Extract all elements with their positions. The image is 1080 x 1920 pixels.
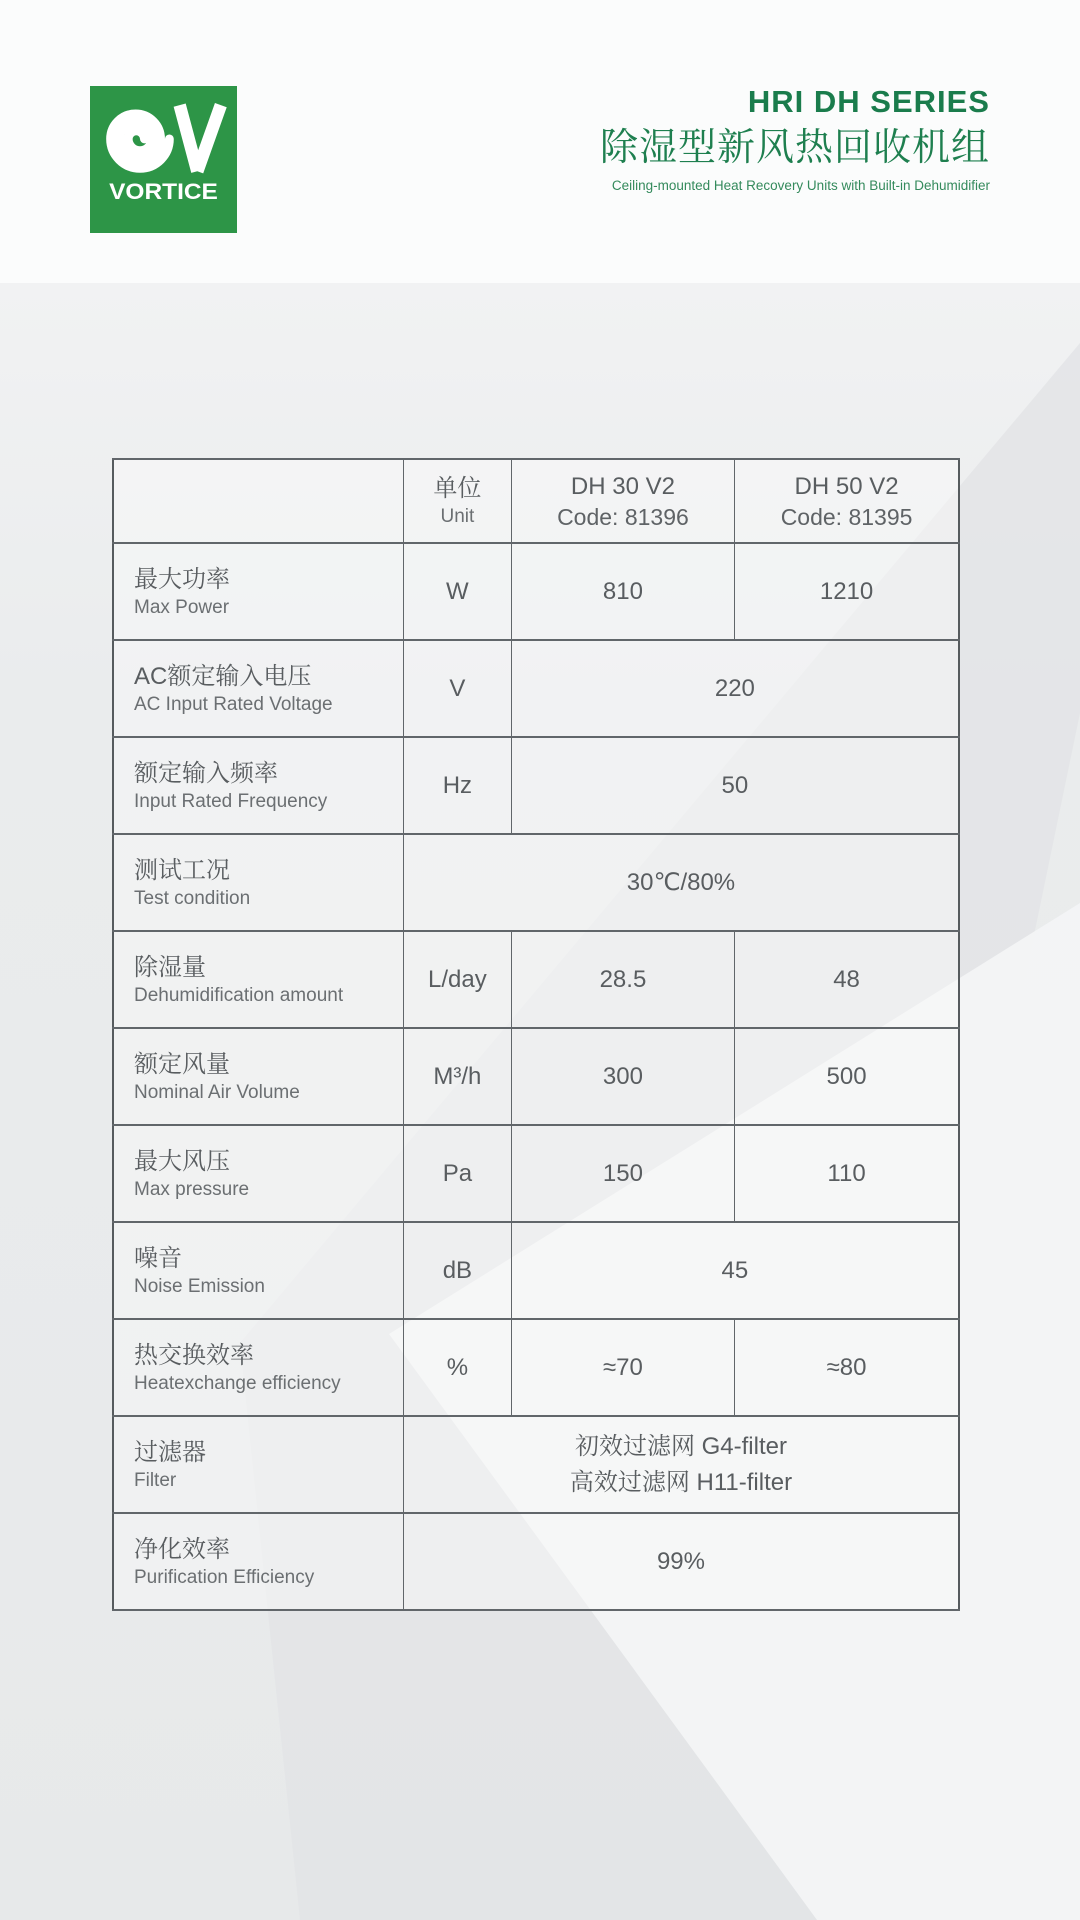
table-row [113,737,959,834]
unit-value: Pa [442,1159,473,1187]
table-row [113,1028,959,1125]
table-row [113,1513,959,1610]
model1-code: Code: 81396 [557,503,689,530]
value-cell [511,1028,734,1125]
row-label-en: Noise Emission [134,1275,265,1297]
model1-value: 28.5 [599,965,647,993]
value-cell [511,1125,734,1222]
row-label-cn: AC额定输入电压 [134,662,312,690]
row-label-en: Input Rated Frequency [134,790,328,812]
unit-header-cell [403,459,511,543]
unit-value: L/day [428,965,487,993]
row-label-en: Max Power [134,596,230,618]
model2-value: 1210 [819,577,874,605]
model1-value: 150 [602,1159,643,1187]
model1-value: 300 [602,1062,643,1090]
model1-name: DH 30 V2 [570,472,675,500]
value-cell [511,931,734,1028]
unit-cell [403,543,511,640]
row-label-cell [113,1028,403,1125]
value-cell [403,1416,959,1513]
row-label-cn: 噪音 [134,1244,182,1272]
value-cell [735,1125,959,1222]
value-cell [511,1222,959,1319]
row-label-cell [113,1125,403,1222]
table-row [113,640,959,737]
filter-line-2: 高效过滤网 H11-filter [569,1468,793,1496]
row-label-cn: 热交换效率 [134,1341,254,1369]
shared-value: 99% [656,1547,705,1575]
header [0,0,1080,283]
row-label-cn: 最大功率 [134,565,230,593]
row-label-en: Filter [134,1469,177,1491]
value-cell [735,1028,959,1125]
table-header-row [113,459,959,543]
unit-cell [403,1028,511,1125]
row-label-cn: 最大风压 [134,1147,230,1175]
row-label-en: Test condition [134,887,251,909]
row-label-cell [113,640,403,737]
row-label-cn: 过滤器 [134,1438,206,1466]
model2-value: ≈80 [826,1353,867,1381]
value-cell [403,834,959,931]
row-label-cell [113,1319,403,1416]
unit-cell [403,931,511,1028]
value-cell [735,543,959,640]
model1-header-cell [511,459,734,543]
unit-value: % [446,1353,469,1381]
row-label-en: Heatexchange efficiency [134,1372,341,1394]
unit-header-cn: 单位 [433,474,482,502]
series-subtitle-cn: 除湿型新风热回收机组 [599,127,990,169]
table-row [113,1125,959,1222]
model1-value: ≈70 [603,1353,643,1381]
row-label-cell [113,1416,403,1513]
table-row [113,1416,959,1513]
unit-cell [403,1222,511,1319]
value-cell [403,1513,959,1610]
row-label-en: Max pressure [134,1178,250,1200]
unit-cell [403,1125,511,1222]
unit-cell [403,737,511,834]
spec-table [112,458,960,1611]
row-label-cell [113,1222,403,1319]
unit-value: M³/h [433,1062,482,1090]
row-label-cell [113,931,403,1028]
value-cell [511,737,959,834]
model2-value: 48 [833,965,860,993]
row-label-en: AC Input Rated Voltage [134,693,333,715]
filter-line-1: 初效过滤网 G4-filter [574,1432,787,1460]
shared-value: 220 [714,674,755,702]
model2-name: DH 50 V2 [794,472,899,500]
table-row [113,1222,959,1319]
row-label-cell [113,543,403,640]
row-label-en: Nominal Air Volume [134,1081,300,1103]
row-label-cn: 额定风量 [134,1050,230,1078]
row-label-en: Purification Efficiency [134,1566,315,1588]
vortice-logo [90,86,237,233]
model2-value: 110 [827,1159,866,1187]
empty-header-cell [113,459,403,543]
title-block [600,84,990,195]
table-row [113,931,959,1028]
shared-value: 45 [721,1256,749,1284]
model2-code: Code: 81395 [780,503,913,530]
table-row [113,543,959,640]
unit-cell [403,640,511,737]
row-label-cell [113,1513,403,1610]
row-label-cn: 测试工况 [134,856,230,884]
value-cell [735,1319,959,1416]
table-row [113,1319,959,1416]
model1-value: 810 [602,577,643,605]
unit-value: V [449,674,466,702]
shared-value: 30℃/80% [626,869,736,896]
value-cell [511,640,959,737]
row-label-cell [113,834,403,931]
row-label-cn: 净化效率 [134,1535,230,1563]
row-label-en: Dehumidification amount [134,984,344,1006]
unit-value: Hz [442,771,473,799]
value-cell [511,543,734,640]
shared-value: 50 [721,771,749,799]
row-label-cell [113,737,403,834]
logo-wordmark: VORTICE [109,179,218,205]
series-subtitle-en: Ceiling-mounted Heat Recovery Units with Built-in Dehumidifier [611,178,990,193]
series-title: HRI DH SERIES [747,84,990,119]
value-cell [735,931,959,1028]
model2-value: 500 [826,1062,867,1090]
value-cell [511,1319,734,1416]
row-label-cn: 除湿量 [134,953,206,981]
table-row [113,834,959,931]
unit-cell [403,1319,511,1416]
model2-header-cell [735,459,959,543]
unit-value: dB [442,1256,473,1284]
unit-value: W [446,577,469,605]
row-label-cn: 额定输入频率 [134,759,278,787]
unit-header-en: Unit [440,505,475,527]
